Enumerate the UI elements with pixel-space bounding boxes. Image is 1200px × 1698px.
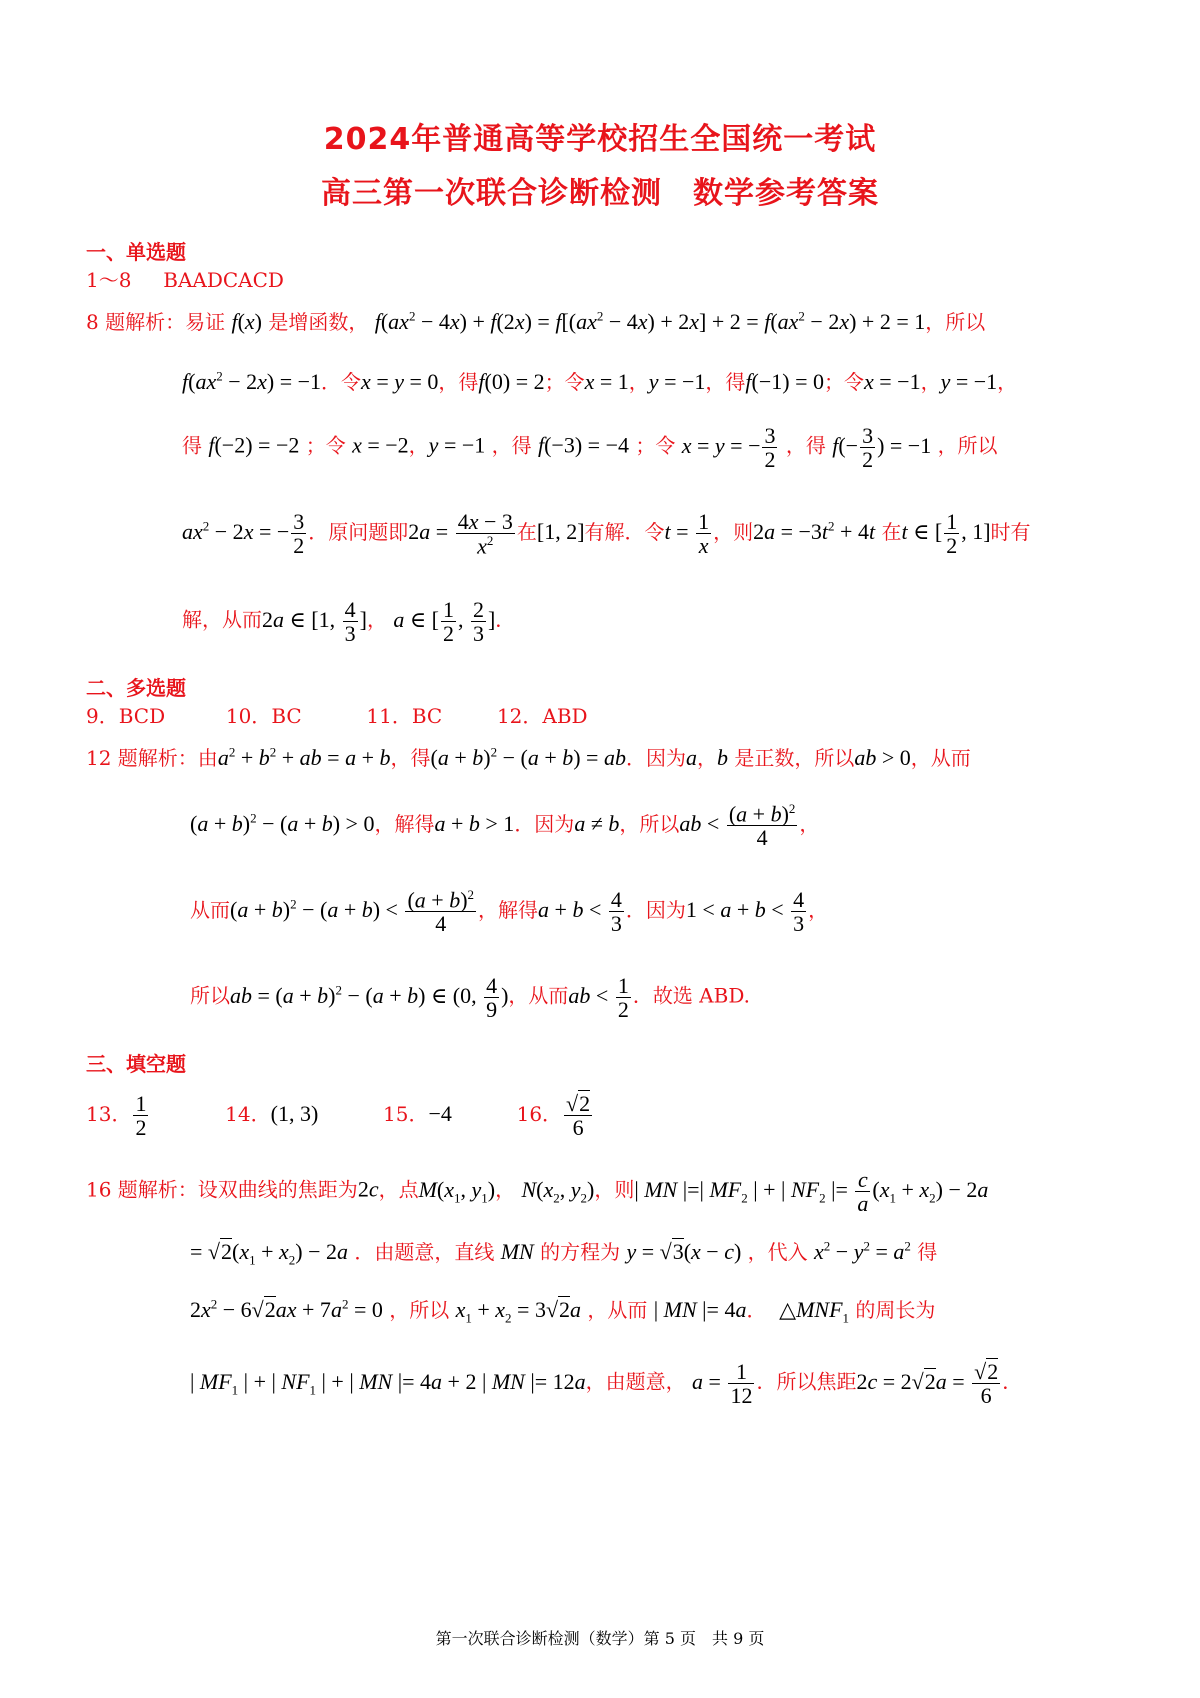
fill-in-answers xyxy=(86,1092,594,1139)
title-line-2: 高三第一次联合诊断检测 数学参考答案 xyxy=(321,176,879,211)
answer-item: 10．BC xyxy=(225,704,302,728)
multi-choice-answers xyxy=(86,700,588,729)
q16-line-2: = $√2(x_1 + x_2) - 2a$ ．由题意，直线 MN 的方程为 y = √3(x − c) ，代入 $x^2 - y^2 = a^2$ 得 xyxy=(190,1238,938,1268)
answers-range: 1～8 xyxy=(86,268,132,292)
q8-line-4: $ax^2 - 2x$ = − $\frac{3}{2}$ ．原问题即2a = $\frac{4x - 3}{x^2}$ 在[1, 2]有解．令t = $\frac{1}{x}$ ，则$2a = -3t^2 + 4t$ 在t ∈ [ $\frac{1}{2}$ , 1]时有 xyxy=(182,509,1031,559)
answer-item: 13． $\frac{1}{2}$ xyxy=(86,1091,147,1141)
page-footer: 第一次联合诊断检测（数学）第 5 页 共 9 页 xyxy=(435,1629,765,1648)
q8-line-1: 8 题解析：易证 f(x) 是增函数， $f(ax^2 - 4x) + f(2x) = f[(ax^2 - 4x) + 2x] + 2 = f(ax^2 - 2x) + 2 = 1$，所以 xyxy=(86,308,986,334)
q12-line-4: 所以ab = $(a + b)^2 - (a + b)$ ∈ (0, $\frac{4}{9}$ )，从而ab < $\frac{1}{2}$ ．故选 ABD. xyxy=(190,973,751,1023)
answer-item: 9．BCD xyxy=(86,704,166,728)
section-heading-multi-choice: 二、多选题 xyxy=(86,676,186,700)
q8-line-3: 得 f(−2) = −2 ；令 x = −2，y = −1 ，得 f(−3) = −4 ；令 x = y = − $\frac{3}{2}$ ，得 f(− $\frac{3}{2}$ ) = −1 ，所以 xyxy=(182,423,998,473)
q12-line-3: 从而$(a + b)^2 - (a + b)$ < $\frac{(a + b)^2}{4}$ ，解得a + b < $\frac{4}{3}$ ．因为1 < a + b < $\frac{4}{3}$ ， xyxy=(190,887,829,937)
q16-line-4: | $MF_1$ | + | $NF_1$ | + | MN |= 4a + 2 | MN |= 12a，由题意， a = $\frac{1}{12}$ ．所以焦距2c = 2√2a = $\frac{√2}{6}$ ． xyxy=(190,1359,1023,1409)
q12-line-1: 12 题解析：由$a^2 + b^2$ + ab = a + b，得$(a + b)^2 - (a + b)$ = ab．因为a，b 是正数，所以ab > 0，从而 xyxy=(86,744,971,770)
q8-line-5: 解，从而2a ∈ [1, $\frac{4}{3}$ ]， a ∈ [ $\frac{1}{2}$ , $\frac{2}{3}$ ]． xyxy=(182,597,516,647)
section-heading-fill-in: 三、填空题 xyxy=(86,1052,186,1076)
q12-line-2: $(a + b)^2 - (a + b) > 0$，解得a + b > 1．因为a ≠ b，所以ab < $\frac{(a + b)^2}{4}$ ， xyxy=(190,801,820,851)
answers-key: BAADCACD xyxy=(163,268,284,292)
q8-line-2: $f(ax^2 - 2x) = -1$．令x = y = 0，得f(0) = 2；令x = 1，y = −1，得f(−1) = 0；令x = −1，y = −1， xyxy=(182,368,1018,394)
answer-item: 14．(1, 3) xyxy=(225,1100,319,1126)
single-choice-answers xyxy=(86,264,284,293)
answer-item: 12．ABD xyxy=(496,704,588,728)
answer-item: 16． $\frac{√2}{6}$ xyxy=(516,1091,591,1141)
answer-item: 11．BC xyxy=(366,704,443,728)
q16-line-3: $2x^2 - 6√2ax + 7a^2 = 0$ ，所以 $x_1 + x_2 = 3√2a$ ，从而 | MN |= 4a． $\triangle MNF_1$ 的周长为 xyxy=(190,1296,936,1326)
q16-line-1: 16 题解析：设双曲线的焦距为2c，点$M(x_1$, $y_1$)， $N(x_2$, $y_2$)，则| MN |=| $MF_2$ | + | $NF_2$ |= $\frac{c}{a}$ $(x_1 + x_2) - 2a$ xyxy=(86,1167,989,1217)
section-heading-single-choice: 一、单选题 xyxy=(86,240,186,264)
title-line-1: 2024年普通高等学校招生全国统一考试 xyxy=(323,122,877,157)
answer-item: 15．−4 xyxy=(383,1100,452,1126)
